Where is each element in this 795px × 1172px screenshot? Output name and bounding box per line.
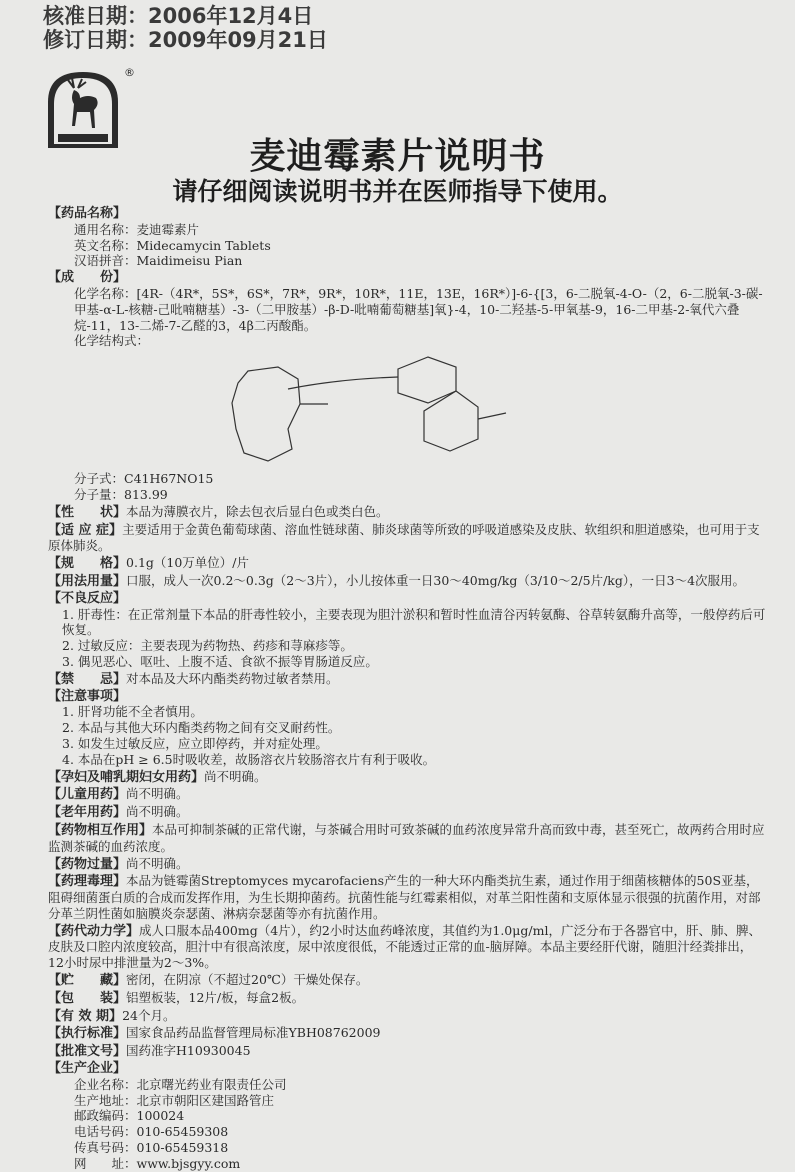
section-label: 【儿童用药】 <box>48 787 127 803</box>
section-label: 【包 装】 <box>48 990 127 1006</box>
structure-diagram-icon <box>188 349 518 471</box>
company-address: 生产地址：北京市朝阳区建国路管庄 <box>74 1092 275 1108</box>
section-label: 【有 效 期】 <box>48 1008 123 1024</box>
section-label: 【药理毒理】 <box>48 874 127 890</box>
chemical-structure <box>48 349 768 471</box>
molecular-weight: 分子量：813.99 <box>74 486 168 502</box>
chemical-name: 化学名称：[4R-（4R*，5S*，6S*，7R*，9R*，10R*，11E，13E，16R*）]-6-{[3，6-二脱氧-4-O-（2，6-二脱氧-3-碳-甲基-α-L-核糖-己吡喃糖基）-3-（二甲胺基）-β-D-吡喃葡萄糖基]氧}-4，10-二羟基-5-甲氧基-9，16-二甲基-2-氧代六叠烷-11，13-二烯-7-乙醛的3，4β二丙酸酯。 <box>74 285 763 333</box>
overdose-section <box>48 856 768 873</box>
revision-date: 修订日期：2009年09月21日 <box>43 28 328 52</box>
section-text: 成人口服本品400mg（4片），约2小时达血药峰浓度，其值约为1.0μg/ml，广泛分布于各器官中，肝、肺、脾、皮肤及口腔内浓度较高，胆汁中有很高浓度，尿中浓度很低，不能透过正常的血-脑屏障。本品主要经肝代谢，随胆汁经粪排出，12小时尿中排泄量为2～3%。 <box>48 922 761 971</box>
section-text: 0.1g（10万单位）/片 <box>126 555 250 571</box>
precautions-section <box>48 689 768 768</box>
section-label: 【贮 藏】 <box>48 973 127 989</box>
list-item: 4. 本品在pH ≥ 6.5时吸收差，故肠溶衣片较肠溶衣片有利于吸收。 <box>62 751 436 767</box>
list-item: 2. 本品与其他大环内酯类药物之间有交叉耐药性。 <box>62 720 341 736</box>
section-text: 尚不明确。 <box>126 786 189 802</box>
section-text: 国家食品药品监督管理局标准YBH08762009 <box>126 1025 381 1041</box>
header-dates <box>43 4 328 52</box>
section-text: 本品为链霉菌Streptomyces mycarofaciens产生的一种大环内酯类抗生素，通过作用于细菌核糖体的50S亚基，阻碍细菌蛋白质的合成而发挥作用，为生长期抑菌药。抗菌性能与红霉素相似，对革兰阳性菌和支原体显示很强的抗菌作用，对部分革兰阴性菌如脑膜炎奈瑟菌、淋病奈瑟菌等亦有抗菌作用。 <box>48 873 761 921</box>
postcode: 邮政编码：100024 <box>74 1108 185 1124</box>
list-item: 1. 肝肾功能不全者慎用。 <box>62 704 203 720</box>
list-item: 3. 偶见恶心、呕吐、上腹不适、食欲不振等胃肠道反应。 <box>62 653 378 669</box>
dosage-section <box>48 573 768 590</box>
pinyin-name: 汉语拼音：Maidimeisu Pian <box>74 253 243 269</box>
drug-name-section <box>48 206 768 269</box>
registered-mark: ® <box>124 66 135 79</box>
interactions-section <box>48 822 768 855</box>
section-label: 【生产企业】 <box>48 1061 127 1077</box>
molecular-formula: 分子式：C41H67NO15 <box>74 471 214 487</box>
pediatric-section <box>48 786 768 803</box>
section-label: 【禁 忌】 <box>48 671 127 687</box>
section-label: 【适 应 症】 <box>48 522 123 538</box>
section-label: 【药品名称】 <box>48 206 127 221</box>
section-label: 【规 格】 <box>48 556 127 572</box>
section-text: 铝塑板装，12片/板，每盒2板。 <box>126 989 305 1005</box>
contraindications-section <box>48 671 768 688</box>
section-text: 主要适用于金黄色葡萄球菌、溶血性链球菌、肺炎球菌等所致的呼吸道感染及皮肤、软组织和胆道感染，也可用于支原体肺炎。 <box>48 521 760 554</box>
properties-section <box>48 504 768 521</box>
section-label: 【执行标准】 <box>48 1026 127 1042</box>
company-name: 企业名称：北京曙光药业有限责任公司 <box>74 1076 287 1092</box>
section-label: 【药代动力学】 <box>48 923 140 939</box>
section-text: 对本品及大环内酯类药物过敏者禁用。 <box>126 670 339 686</box>
section-label: 【性 状】 <box>48 504 127 520</box>
generic-name: 通用名称：麦迪霉素片 <box>74 221 200 237</box>
storage-section <box>48 972 768 989</box>
geriatric-section <box>48 804 768 821</box>
section-label: 【用法用量】 <box>48 573 127 589</box>
section-text: 尚不明确。 <box>204 768 267 784</box>
list-item: 3. 如发生过敏反应，应立即停药，并对症处理。 <box>62 735 328 751</box>
section-text: 口服，成人一次0.2～0.3g（2～3片），小儿按体重一日30～40mg/kg（3/10～2/5片/kg），一日3～4次服用。 <box>126 572 746 588</box>
standard-section <box>48 1025 768 1042</box>
section-text: 尚不明确。 <box>126 804 189 820</box>
page-subtitle: 请仔细阅读说明书并在医师指导下使用。 <box>172 177 623 206</box>
section-label: 【药物过量】 <box>48 856 127 872</box>
section-label: 【老年用药】 <box>48 805 127 821</box>
section-text: 尚不明确。 <box>126 855 189 871</box>
pregnancy-section <box>48 769 768 786</box>
section-text: 24个月。 <box>122 1007 176 1023</box>
english-name: 英文名称：Midecamycin Tablets <box>74 237 271 253</box>
indications-section <box>48 522 768 555</box>
ingredients-section <box>48 270 768 503</box>
list-item: 1. 肝毒性：在正常剂量下本品的肝毒性较小，主要表现为胆汁淤积和暂时性血清谷丙转氨酶、谷草转氨酶升高等，一般停药后可恢复。 <box>62 606 766 638</box>
section-label: 【孕妇及哺乳期妇女用药】 <box>48 769 205 785</box>
section-label: 【不良反应】 <box>48 590 127 606</box>
section-text: 国药准字H10930045 <box>126 1043 251 1059</box>
structure-label: 化学结构式： <box>74 333 150 349</box>
section-text: 本品可抑制茶碱的正常代谢，与茶碱合用时可致茶碱的血药浓度异常升高而致中毒，甚至死亡，故两药合用时应监测茶碱的血药浓度。 <box>48 821 765 854</box>
page-title: 麦迪霉素片说明书 <box>249 136 546 177</box>
section-text: 本品为薄膜衣片，除去包衣后显白色或类白色。 <box>126 503 389 519</box>
specification-section <box>48 555 768 572</box>
list-item: 2. 过敏反应：主要表现为药物热、药疹和荨麻疹等。 <box>62 638 353 654</box>
leaflet-body <box>48 205 768 1172</box>
section-label: 【药物相互作用】 <box>48 822 153 838</box>
manufacturer-section <box>48 1061 768 1172</box>
phone: 电话号码：010-65459308 <box>74 1124 229 1140</box>
section-label: 【注意事项】 <box>48 688 127 704</box>
shelf-life-section <box>48 1008 768 1025</box>
pharmacology-section <box>48 873 768 921</box>
packaging-section <box>48 990 768 1007</box>
pharmacokinetics-section <box>48 923 768 971</box>
section-label: 【成 份】 <box>48 270 127 286</box>
fax: 传真号码：010-65459318 <box>74 1140 229 1156</box>
approval-number-section <box>48 1043 768 1060</box>
section-text: 密闭，在阴凉（不超过20℃）干燥处保存。 <box>126 972 369 988</box>
adverse-reactions-section <box>48 591 768 670</box>
website: 网 址：www.bjsgyy.com <box>74 1155 241 1171</box>
section-label: 【批准文号】 <box>48 1044 127 1060</box>
approval-date: 核准日期：2006年12月4日 <box>43 4 314 28</box>
